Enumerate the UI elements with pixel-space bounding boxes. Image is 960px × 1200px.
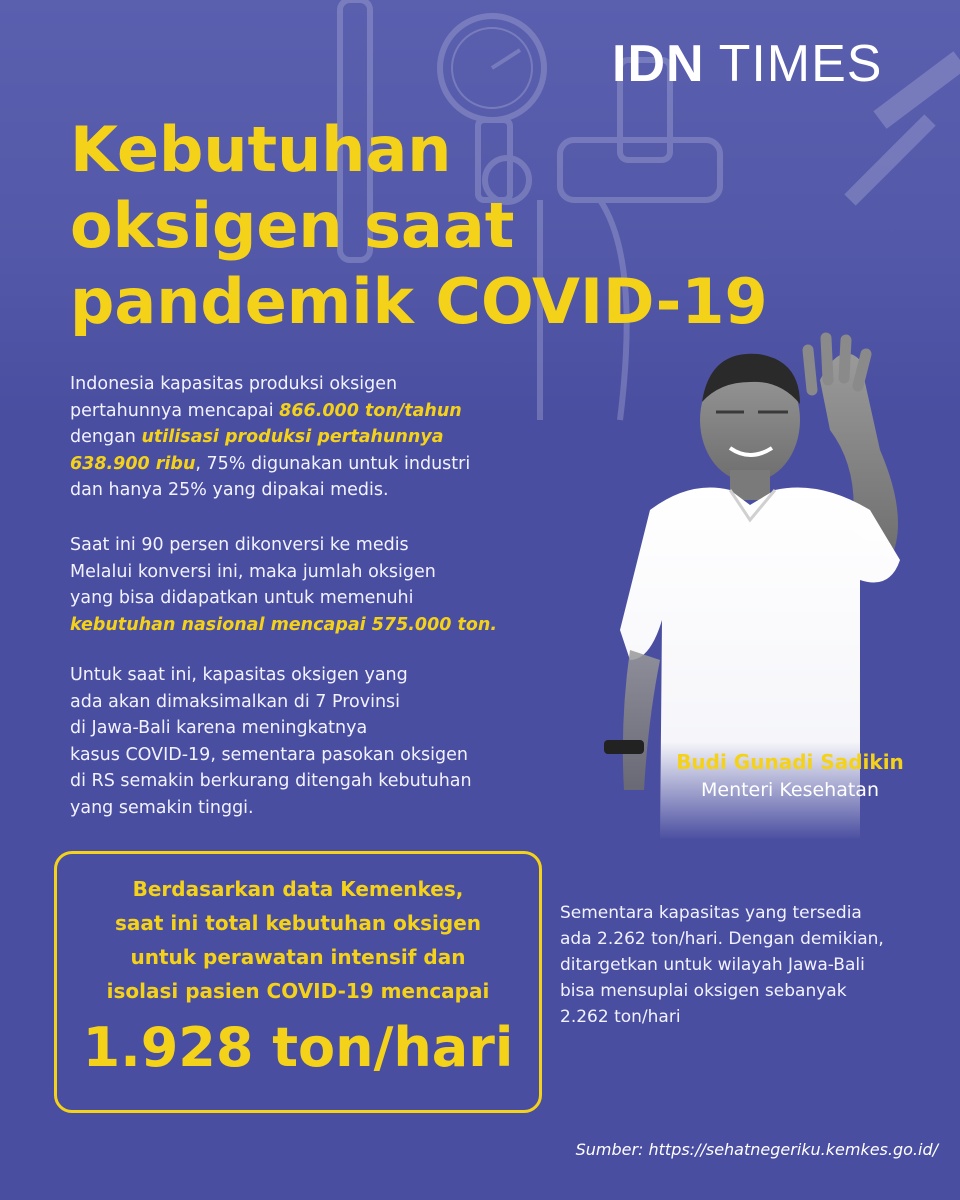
idn-times-logo bbox=[612, 34, 882, 94]
title-line: pandemik COVID-19 bbox=[70, 265, 768, 338]
text-line: kebutuhan nasional mencapai 575.000 ton. bbox=[70, 614, 498, 635]
text-line: di Jawa-Bali karena meningkatnya bbox=[70, 718, 368, 738]
text-line: yang bisa didapatkan untuk memenuhi bbox=[70, 588, 414, 608]
text-line: Saat ini 90 persen dikonversi ke medis bbox=[70, 535, 409, 555]
paragraph-java-bali-provinces bbox=[70, 662, 540, 821]
oxygen-demand-callout bbox=[54, 851, 542, 1113]
text-line: pertahunnya mencapai 866.000 ton/tahun bbox=[70, 400, 462, 421]
logo-idn: IDN bbox=[612, 35, 705, 93]
side-note-line: ditargetkan untuk wilayah Jawa-Bali bbox=[560, 955, 865, 975]
side-note-line: ada 2.262 ton/hari. Dengan demikian, bbox=[560, 929, 884, 949]
page-title bbox=[70, 112, 850, 340]
side-note-line: 2.262 ton/hari bbox=[560, 1007, 681, 1027]
callout-line: isolasi pasien COVID-19 mencapai bbox=[106, 979, 490, 1003]
logo-times: TIMES bbox=[718, 35, 883, 93]
person-name: Budi Gunadi Sadikin bbox=[676, 750, 904, 774]
text-line: Indonesia kapasitas produksi oksigen bbox=[70, 374, 398, 394]
source-citation: Sumber: https://sehatnegeriku.kemkes.go.id/ bbox=[575, 1140, 938, 1159]
paragraph-production-capacity bbox=[70, 371, 540, 504]
callout-line: Berdasarkan data Kemenkes, bbox=[132, 877, 464, 901]
callout-text bbox=[57, 872, 539, 1008]
title-line: Kebutuhan bbox=[70, 113, 452, 186]
text-line: 638.900 ribu, 75% digunakan untuk industri bbox=[70, 453, 471, 474]
text-line: Melalui konversi ini, maka jumlah oksigen bbox=[70, 561, 436, 582]
text-line: kasus COVID-19, sementara pasokan oksigen bbox=[70, 744, 468, 765]
text-line: ada akan dimaksimalkan di 7 Provinsi bbox=[70, 691, 401, 712]
text-line: di RS semakin berkurang ditengah kebutuhan bbox=[70, 771, 472, 791]
callout-line: saat ini total kebutuhan oksigen bbox=[114, 911, 482, 935]
person-role: Menteri Kesehatan bbox=[700, 779, 879, 801]
callout-value: 1.928 ton/hari bbox=[82, 1016, 514, 1079]
text-line: yang semakin tinggi. bbox=[70, 797, 254, 818]
callout-line: untuk perawatan intensif dan bbox=[130, 945, 466, 969]
capacity-side-note bbox=[560, 900, 940, 1030]
title-line: oksigen saat bbox=[70, 189, 515, 262]
text-line: dengan utilisasi produksi pertahunnya bbox=[70, 427, 444, 447]
text-line: dan hanya 25% yang dipakai medis. bbox=[70, 480, 389, 500]
side-note-line: Sementara kapasitas yang tersedia bbox=[560, 903, 862, 923]
text-line: Untuk saat ini, kapasitas oksigen yang bbox=[70, 665, 408, 685]
side-note-line: bisa mensuplai oksigen sebanyak bbox=[560, 981, 847, 1001]
paragraph-medical-conversion bbox=[70, 532, 540, 638]
